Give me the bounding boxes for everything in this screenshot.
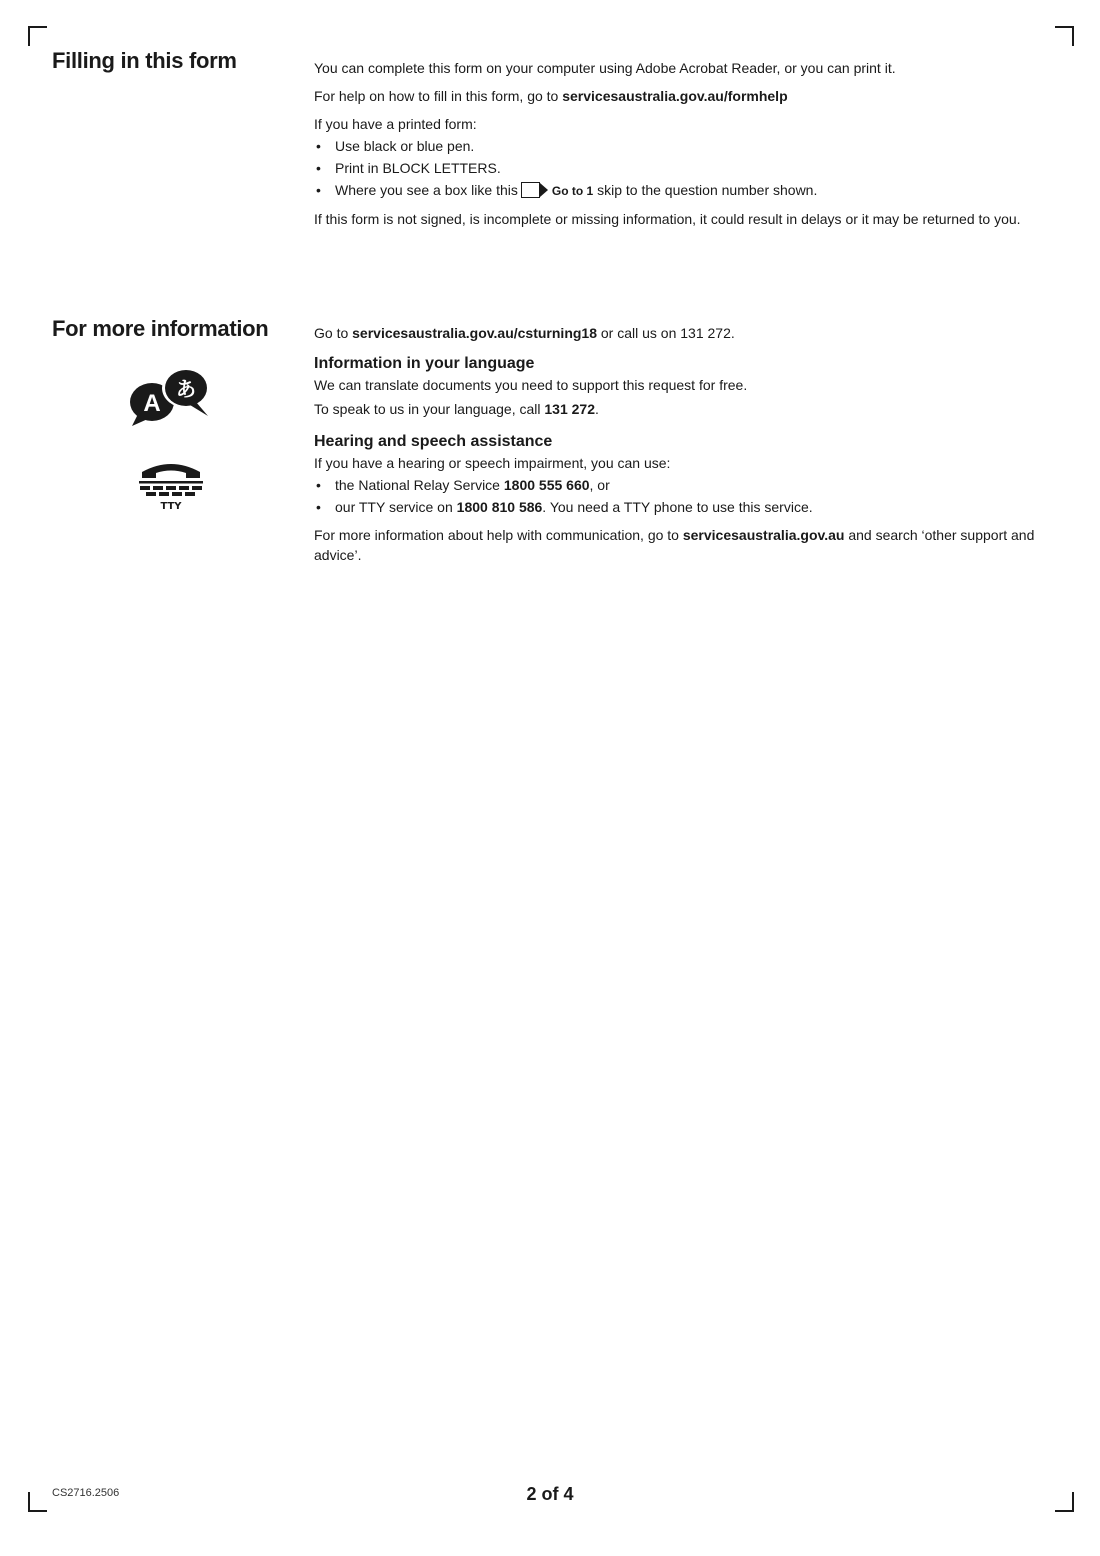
filling-p2 (314, 86, 1044, 106)
filling-p1: You can complete this form on your computer using Adobe Acrobat Reader, or you can print it. (314, 60, 896, 76)
hearing-heading: Hearing and speech assistance (314, 433, 553, 450)
tty-label: TTY (160, 501, 182, 512)
filling-p3: If you have a printed form: (314, 116, 477, 132)
relay-pre: the National Relay Service (335, 477, 504, 493)
language-p2 (314, 399, 1044, 419)
tty-pre: our TTY service on (335, 499, 457, 515)
goto-label: Go to 1 (551, 184, 594, 198)
language-p2-post: . (594, 401, 599, 417)
tty-number: 1800 810 586 (456, 499, 543, 515)
more-info-p1-post: or call us on 131 272. (597, 325, 735, 341)
language-p2-pre: To speak to us in your language, call (314, 401, 545, 417)
hearing-p2 (314, 525, 1044, 565)
crop-mark-top-left (28, 26, 47, 46)
bullet-skip-text: Where you see a box like this (335, 182, 518, 198)
page-number: 2 of 4 (526, 1484, 574, 1504)
bullet-skip-tail: skip to the question number shown. (593, 182, 818, 198)
form-code: CS2716.2506 (52, 1487, 120, 1499)
hearing-p2-post: and search ‘other support and advice’. (314, 527, 1035, 563)
hearing-bullets (314, 475, 1044, 517)
bullet-tty-service (314, 497, 1044, 517)
relay-post: , or (589, 477, 610, 493)
filling-body (314, 58, 1044, 229)
tty-phone-icon (136, 458, 206, 512)
bullet-relay-service (314, 475, 1044, 495)
language-p1: We can translate documents you need to support this request for free. (314, 377, 748, 393)
more-info-p1-pre: Go to (314, 325, 353, 341)
skip-box-icon (521, 182, 540, 198)
skip-arrow-icon (540, 183, 548, 197)
section-heading-more-info: For more information (52, 316, 269, 341)
filling-p2-text: For help on how to fill in this form, go to (314, 88, 563, 104)
translate-speech-bubbles-icon (126, 366, 216, 428)
crop-mark-top-right (1055, 26, 1074, 46)
filling-bullets (314, 136, 1044, 201)
bullet-skip-box (314, 180, 1044, 201)
language-glyph-a: A (143, 390, 161, 417)
language-glyph-b: あ (176, 377, 196, 401)
language-heading: Information in your language (314, 355, 535, 372)
formhelp-link[interactable]: servicesaustralia.gov.au/formhelp (562, 88, 788, 104)
relay-number: 1800 555 660 (503, 477, 590, 493)
bullet-block-letters: • Print in BLOCK LETTERS. (314, 158, 1044, 178)
more-info-p1 (314, 323, 1044, 343)
bullet-pen: • Use black or blue pen. (314, 136, 1044, 156)
filling-p4: If this form is not signed, is incomplete or missing information, it could result in delays or it may be returned to you. (314, 211, 1021, 227)
more-info-body (314, 323, 1044, 565)
section-heading-filling: Filling in this form (52, 48, 237, 73)
hearing-p2-pre: For more information about help with communication, go to (314, 527, 683, 543)
tty-post: . You need a TTY phone to use this service. (542, 499, 813, 515)
servicesaustralia-link[interactable]: servicesaustralia.gov.au (682, 527, 845, 543)
language-phone-number: 131 272 (544, 401, 595, 417)
csturning18-link[interactable]: servicesaustralia.gov.au/csturning18 (352, 325, 597, 341)
hearing-p1: If you have a hearing or speech impairment, you can use: (314, 455, 671, 471)
